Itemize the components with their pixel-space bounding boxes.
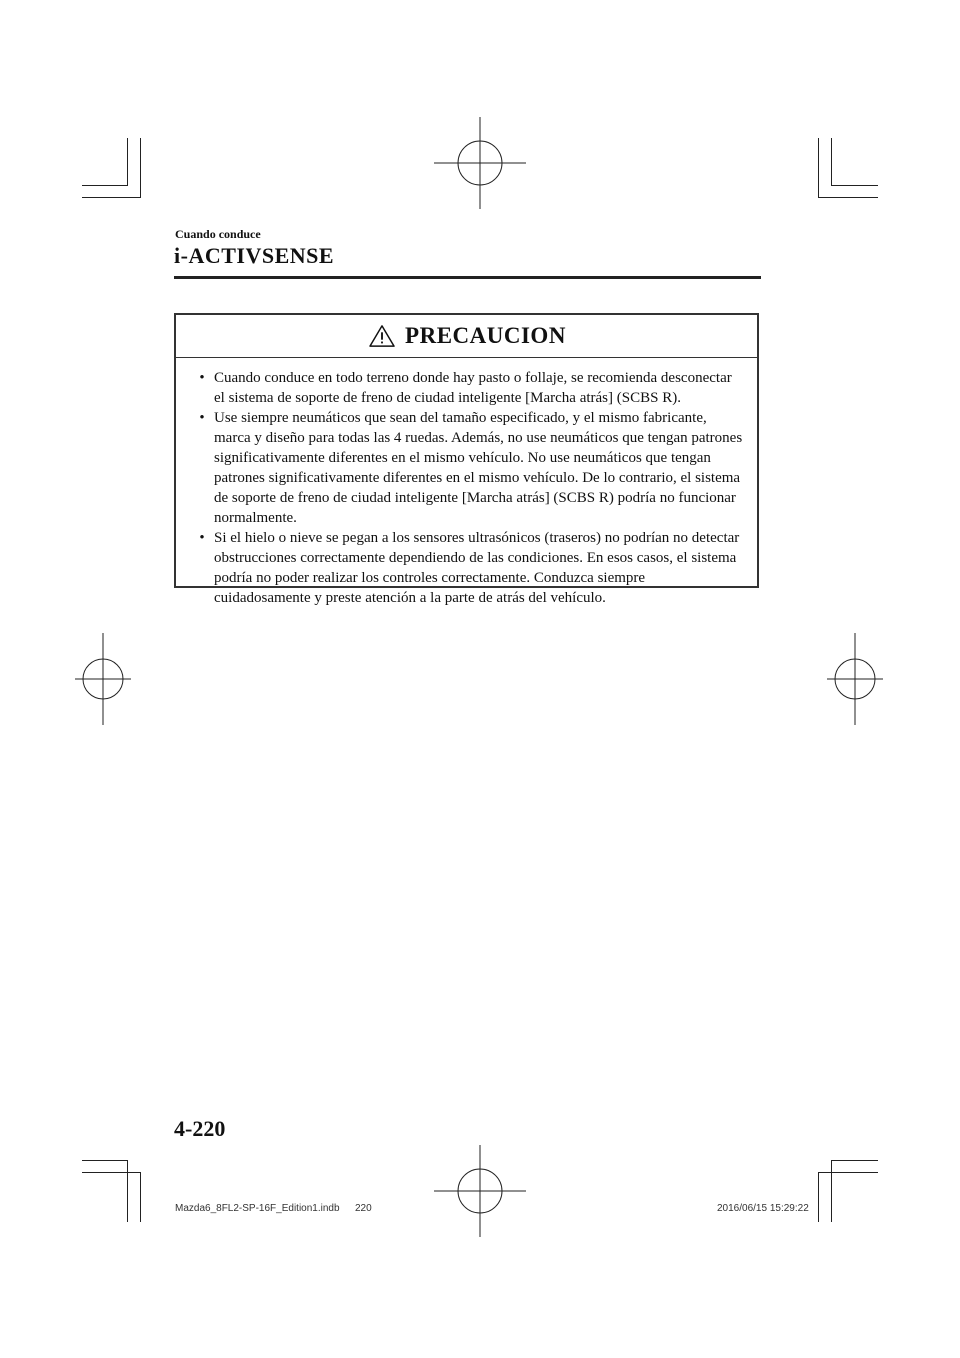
caution-item: • Cuando conduce en todo terreno donde hay pasto o follaje, se recomienda desconectar el sistema de soporte de freno de ciudad inteligente [Marcha atrás] (SCBS R). bbox=[199, 370, 732, 406]
page-title: i-ACTIVSENSE bbox=[174, 243, 335, 268]
caution-title: PRECAUCION bbox=[405, 323, 566, 348]
warning-triangle-icon bbox=[367, 324, 397, 348]
registration-mark bbox=[75, 633, 131, 725]
crop-mark bbox=[831, 1160, 878, 1161]
crop-mark bbox=[818, 1172, 878, 1173]
caution-item-text: Si el hielo o nieve se pegan a los sensores ultrasónicos (traseros) no podrían no detectar obstrucciones correctamente dependiendo de las condiciones. En esos casos, el sistema podría no poder realizar los controles correctamente. Conduzca siempre cuidadosamente y preste atención a la parte de atrás del vehículo. bbox=[214, 530, 740, 606]
crop-mark bbox=[82, 197, 141, 198]
crop-mark bbox=[140, 1172, 141, 1222]
crop-mark bbox=[831, 185, 878, 186]
crop-mark bbox=[831, 1160, 832, 1222]
caution-item: • Use siempre neumáticos que sean del tamaño especificado, y el mismo fabricante, marca y diseño para todas las 4 ruedas. Además, no use neumáticos que tengan patrones significativamente diferentes en el mismo vehículo. No use neumáticos que tengan patrones significativamente diferentes en el mismo vehículo. De lo contrario, el sistema de soporte de freno de ciudad inteligente [Marcha atrás] (SCBS R) podría no funcionar normalmente. bbox=[199, 410, 743, 526]
caution-item-text: Cuando conduce en todo terreno donde hay pasto o follaje, se recomienda desconectar el sistema de soporte de freno de ciudad inteligente [Marcha atrás] (SCBS R). bbox=[214, 370, 732, 406]
caution-item-text: Use siempre neumáticos que sean del tamaño especificado, y el mismo fabricante, marca y diseño para todas las 4 ruedas. Además, no use neumáticos que tengan patrones significativamente diferentes en el mismo vehículo. No use neumáticos que tengan patrones significativamente diferentes en el mismo vehículo. De lo contrario, el sistema de soporte de freno de ciudad inteligente [Marcha atrás] (SCBS R) podría no funcionar normalmente. bbox=[214, 410, 743, 526]
header-rule bbox=[174, 276, 761, 279]
caution-list bbox=[176, 358, 757, 608]
footer-filename: Mazda6_8FL2-SP-16F_Edition1.indb bbox=[175, 1203, 340, 1214]
crop-mark bbox=[82, 1172, 141, 1173]
registration-mark bbox=[827, 633, 883, 725]
registration-mark bbox=[434, 1145, 526, 1237]
footer-page: 220 bbox=[355, 1203, 372, 1214]
crop-mark bbox=[82, 185, 128, 186]
footer-timestamp: 2016/06/15 15:29:22 bbox=[717, 1203, 809, 1214]
caution-item: • Si el hielo o nieve se pegan a los sensores ultrasónicos (traseros) no podrían no detectar obstrucciones correctamente dependiendo de las condiciones. En esos casos, el sistema podría no poder realizar los controles correctamente. Conduzca siempre cuidadosamente y preste atención a la parte de atrás del vehículo. bbox=[199, 530, 740, 606]
crop-mark bbox=[818, 197, 878, 198]
caution-box bbox=[174, 313, 759, 606]
page-number: 4-220 bbox=[174, 1116, 226, 1141]
section-label: Cuando conduce bbox=[175, 227, 261, 241]
crop-mark bbox=[140, 138, 141, 198]
crop-mark bbox=[127, 138, 128, 186]
crop-mark bbox=[818, 1172, 819, 1222]
crop-mark bbox=[82, 1160, 128, 1161]
crop-mark bbox=[127, 1160, 128, 1222]
crop-mark bbox=[831, 138, 832, 186]
crop-mark bbox=[818, 138, 819, 198]
caution-header bbox=[176, 315, 757, 358]
registration-mark bbox=[434, 117, 526, 209]
